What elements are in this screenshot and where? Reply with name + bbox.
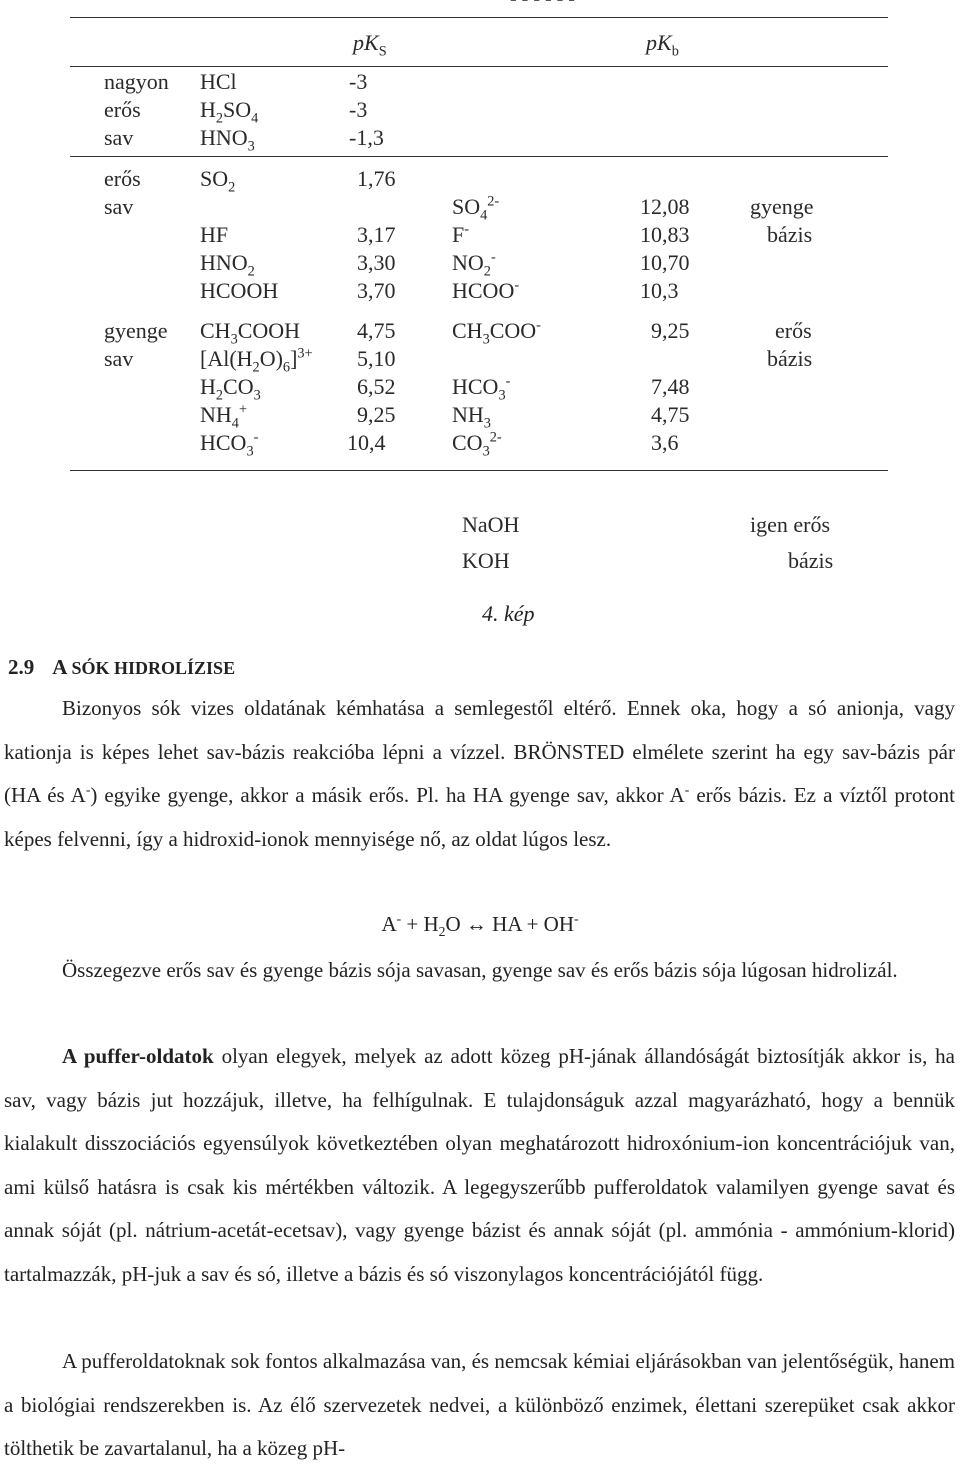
- pks-h2so4: -3: [349, 97, 368, 122]
- pkb-hco3: 7,48: [651, 374, 690, 399]
- label-igen-eros: igen erős: [750, 512, 831, 537]
- pks-h2co3: 6,52: [357, 374, 396, 399]
- label-eros-2: erős: [104, 166, 141, 191]
- section-heading: 2.9 A SÓK HIDROLÍZISE: [8, 655, 236, 679]
- acid-nh4: $NH_4^+$: [200, 401, 248, 432]
- base-so4: $SO_4^{2-}$: [452, 193, 500, 224]
- acid-hcl: HCl: [200, 69, 237, 94]
- acid-hno3: $HNO_3$: [200, 125, 255, 155]
- pks-hno2: 3,30: [357, 250, 396, 275]
- label-sav-3: sav: [104, 346, 134, 371]
- pkb-so4: 12,08: [640, 194, 690, 219]
- base-koh: KOH: [462, 548, 510, 573]
- header-pkb: $pK_b$: [646, 30, 679, 60]
- pks-so2: 1,76: [357, 166, 396, 191]
- table-top-line: [70, 17, 888, 18]
- base-naoh: NaOH: [462, 512, 520, 537]
- table-line-2: [70, 156, 888, 157]
- paragraph-buffer-uses: A pufferoldatoknak sok fontos alkalmazása van, és nemcsak kémiai eljárásokban van jelentőségük, hanem a biológiai rendszerekben is. Az élő szervezetek nedvei, a különböző enzimek, élettani szerepüket csak akkor tölthetik be zavartalanul, ha a közeg pH-: [4, 1349, 955, 1460]
- pks-hcooh: 3,70: [357, 278, 396, 303]
- label-eros-bazis-2: bázis: [767, 346, 813, 371]
- label-gyenge-bazis-2: bázis: [767, 222, 813, 247]
- pkb-nh3: 4,75: [651, 402, 690, 427]
- acid-ch3cooh: $CH_3COOH$: [200, 318, 301, 348]
- pks-hf: 3,17: [357, 222, 396, 247]
- acid-hcooh: HCOOH: [200, 278, 279, 303]
- header-pks: $pK_S$: [353, 30, 387, 60]
- pkb-hcoo: 10,3: [640, 278, 679, 303]
- label-gyenge: gyenge: [104, 318, 168, 343]
- figure-caption: 4. kép: [482, 601, 535, 626]
- acid-so2: $SO_2$: [200, 166, 236, 196]
- pks-hco3: 10,4: [347, 430, 386, 455]
- pks-al-aqua: 5,10: [357, 346, 396, 371]
- pks-nh4: 9,25: [357, 402, 396, 427]
- label-nagyon: nagyon: [104, 69, 169, 94]
- label-eros: erős: [104, 97, 141, 122]
- table-bottom-line: [70, 470, 888, 471]
- base-nh3: $NH_3$: [452, 402, 491, 432]
- base-f: F-: [452, 221, 470, 247]
- pkb-co3: 3,6: [651, 430, 679, 455]
- label-sav: sav: [104, 125, 134, 150]
- top-cut-text: [510, 0, 575, 11]
- pkb-ch3coo: 9,25: [651, 318, 690, 343]
- pks-hno3: -1,3: [349, 125, 384, 150]
- hydrolysis-equation: $A^- + H_2O$ ↔ HA + OH-: [381, 911, 579, 940]
- pks-hcl: -3: [349, 69, 368, 94]
- acid-al-aqua: $[Al(H_2O)_6]^{3+}$: [200, 345, 313, 376]
- pks-ch3cooh: 4,75: [357, 318, 396, 343]
- paragraph-summary: Összegezve erős sav és gyenge bázis sója savasan, gyenge sav és erős bázis sója lúgosan hidrolizál.: [62, 958, 898, 982]
- acid-hno2: $HNO_2$: [200, 250, 255, 280]
- acid-hco3: $HCO_3^-$: [200, 429, 259, 460]
- base-hco3: $HCO_3^-$: [452, 373, 511, 404]
- table-header-line: [70, 66, 888, 67]
- acid-h2co3: $H_2CO_3$: [200, 374, 261, 404]
- label-gyenge-bazis-1: gyenge: [750, 194, 814, 219]
- paragraph-hydrolysis: Bizonyos sók vizes oldatának kémhatása a semlegestől eltérő. Ennek oka, hogy a só anionja, vagy kationja is képes lehet sav-bázis reakcióba lépni a vízzel. BRÖNSTED elmélete szerint ha egy sav-bázis pár (HA és A-) egyike gyenge, akkor a másik erős. Pl. ha HA gyenge sav, akkor A- erős bázis. Ez a víztől protont képes felvenni, így a hidroxid-ionok mennyisége nő, az oldat lúgos lesz.: [4, 696, 956, 851]
- base-co3: $CO_3^{2-}$: [452, 429, 502, 460]
- pkb-f: 10,83: [640, 222, 690, 247]
- base-ch3coo: $CH_3COO^-$: [452, 317, 541, 348]
- label-bazis-strong: bázis: [788, 548, 834, 573]
- paragraph-buffer: A puffer-oldatok olyan elegyek, melyek az adott közeg pH-jának állandóságát biztosítják akkor is, ha sav, vagy bázis jut hozzájuk, illetve, ha felhígulnak. E tulajdonságuk azzal magyarázható, hogy a bennük kialakult disszociációs egyensúlyok következtében olyan meghatározott hidroxónium-ion koncentrációjuk van, ami külső hatásra is csak kis mértékben változik. A legegyszerűbb pufferoldatok valamilyen gyenge savat és annak sóját (pl. nátrium-acetát-ecetsav), vagy gyenge bázist és annak sóját (pl. ammónia - ammónium-klorid) tartalmazzák, pH-juk a sav és só, illetve a bázis és só viszonylagos koncentrációjától függ.: [4, 1044, 955, 1286]
- acid-h2so4: $H_2SO_4$: [200, 97, 259, 127]
- base-hcoo: HCOO-: [452, 277, 520, 303]
- label-sav-2: sav: [104, 194, 134, 219]
- pkb-no2: 10,70: [640, 250, 690, 275]
- acid-hf: HF: [200, 222, 229, 247]
- label-eros-bazis-1: erős: [775, 318, 812, 343]
- base-no2: $NO_2^-$: [452, 249, 496, 280]
